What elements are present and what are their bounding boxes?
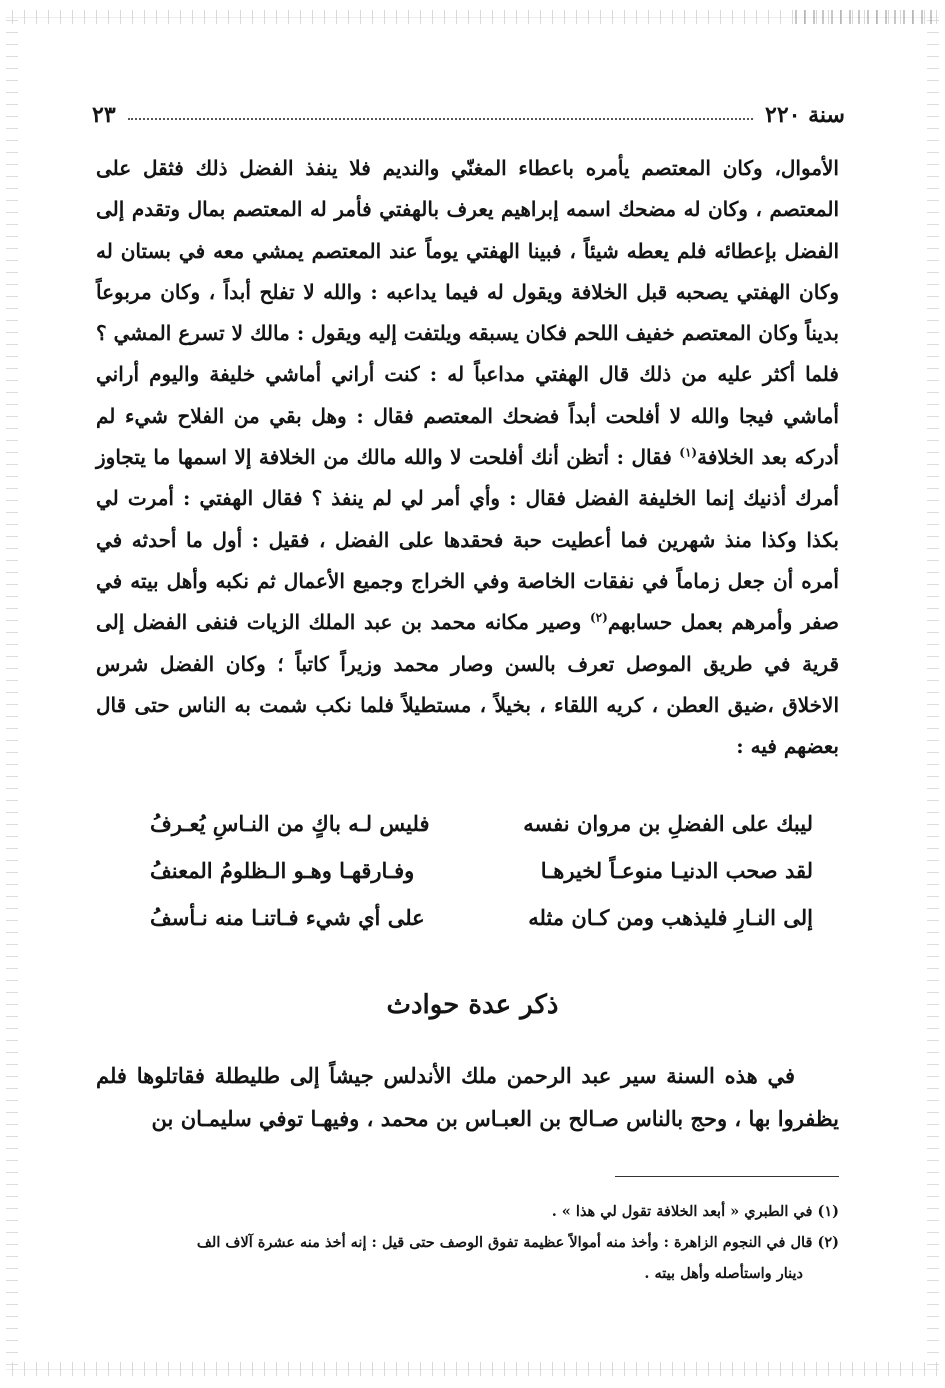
paragraph-text-part-2: فقال : أتظن أنك أفلحت لا والله مالك من الخلافة إلا اسمها ما يتجاوز أمرك أذنيك إنما الخليفة الفضل فقال : وأي أمر لي لم ينفذ ؟ فقال الهفتي : أمرت لي بكذا وكذا منذ شهرين فما أعطيت حبة فحقدها على الفضل ، فقيل : أول ما أحدثه في أمره أن جعل زماماً في نفقات الخاصة وفي الخراج وجميع الأعمال ثم نكبه وأهل بيته في صفر وأمرهم بعمل حسابهم	[96, 445, 839, 635]
poem-hemistich-second: على أي شيء فـاتنـا منه نـأسفُ	[150, 905, 425, 930]
dotted-leader	[128, 118, 753, 120]
poem-line	[150, 894, 813, 941]
border-top-ornament	[6, 10, 939, 24]
footnote-1: (١) في الطبري « أبعد الخلافة تقول لي هذا » .	[551, 1203, 839, 1220]
poem-hemistich-second: فليس لـه باكٍ من النـاسِ يُعـرفُ	[150, 811, 430, 836]
footnote-ref-1[interactable]: (١)	[679, 445, 698, 460]
border-right-ornament	[927, 14, 939, 1372]
footnotes	[96, 1198, 839, 1291]
footnote-2: (٢) قال في النجوم الزاهرة : وأخذ منه أموالاً عظيمة تفوق الوصف حتى قيل : إنه أخذ منه عشرة آلاف الف	[196, 1234, 839, 1251]
poem-line	[150, 847, 813, 894]
poem-hemistich-first: لقد صحب الدنيـا منوعـاً لخيرهـا	[540, 858, 813, 883]
poem-block	[150, 800, 813, 941]
page-number: ٢٣	[92, 102, 116, 128]
page-header	[92, 92, 845, 128]
poem-hemistich-first: إلى النـارِ فليذهب ومن كـان مثله	[528, 905, 813, 930]
footnote-2-continuation: دينار واستأصله وأهل بيته .	[644, 1265, 803, 1282]
section-paragraph: في هذه السنة سير عبد الرحمن ملك الأندلس جيشاً إلى طليطلة فقاتلوها فلم يظفروا بها ، وحج بالناس صـالح بن العبـاس بن محمد ، وفيهـا توفي سليمـان بن	[96, 1063, 839, 1131]
section-heading: ذكر عدة حوادث	[386, 990, 559, 1020]
poem-hemistich-first: ليبك على الفضلِ بن مروان نفسه	[523, 811, 813, 836]
main-paragraph	[96, 148, 839, 767]
poem-line	[150, 800, 813, 847]
footnote-divider	[615, 1176, 839, 1177]
footnote-ref-2[interactable]: (٢)	[589, 610, 608, 625]
section-body	[96, 1054, 839, 1140]
main-text	[96, 148, 839, 767]
corner-ornament	[795, 10, 935, 24]
running-title: سنة ٢٢٠	[765, 102, 845, 128]
paragraph-text-part-1: الأموال، وكان المعتصم يأمره باعطاء المغنّي والنديم فلا ينفذ الفضل ذلك فثقل على المعتصم ، وكان له مضحك اسمه إبراهيم يعرف بالهفتي فأمر له المعتصم بمال وتقدم إلى الفضل بإعطائه فلم يعطه شيئاً ، فبينا الهفتي يوماً عند المعتصم يمشي معه في بستان له وكان الهفتي يصحبه قبل الخلافة ويقول له فيما يداعبه : والله لا تفلح أبداً ، وكان مربوعاً بديناً وكان المعتصم خفيف اللحم فكان يسبقه ويلتفت إليه ويقول : مالك لا تسرع المشي ؟ فلما أكثر عليه من ذلك قال الهفتي مداعباً له : كنت أراني أماشي خليفة واليوم أراني أماشي فيجا والله لا أفلحت أبداً فضحك المعتصم فقال : وهل بقي من الفلاح شيء لم أدركه بعد الخلافة	[96, 156, 839, 470]
poem-hemistich-second: وفـارقهـا وهـو الـظلومُ المعنفُ	[150, 858, 415, 883]
border-left-ornament	[6, 14, 18, 1372]
paragraph-text-part-3: وصير مكانه محمد بن عبد الملك الزيات فنفى الفضل إلى قرية في طريق الموصل تعرف بالسن وصار محمد وزيراً كاتباً ؛ وكان الفضل شرس الاخلاق ،ضيق العطن ، كريه اللقاء ، بخيلاً ، مستطيلاً فلما نكب شمت به الناس حتى قال بعضهم فيه :	[96, 610, 840, 759]
border-bottom-ornament	[6, 1362, 939, 1376]
